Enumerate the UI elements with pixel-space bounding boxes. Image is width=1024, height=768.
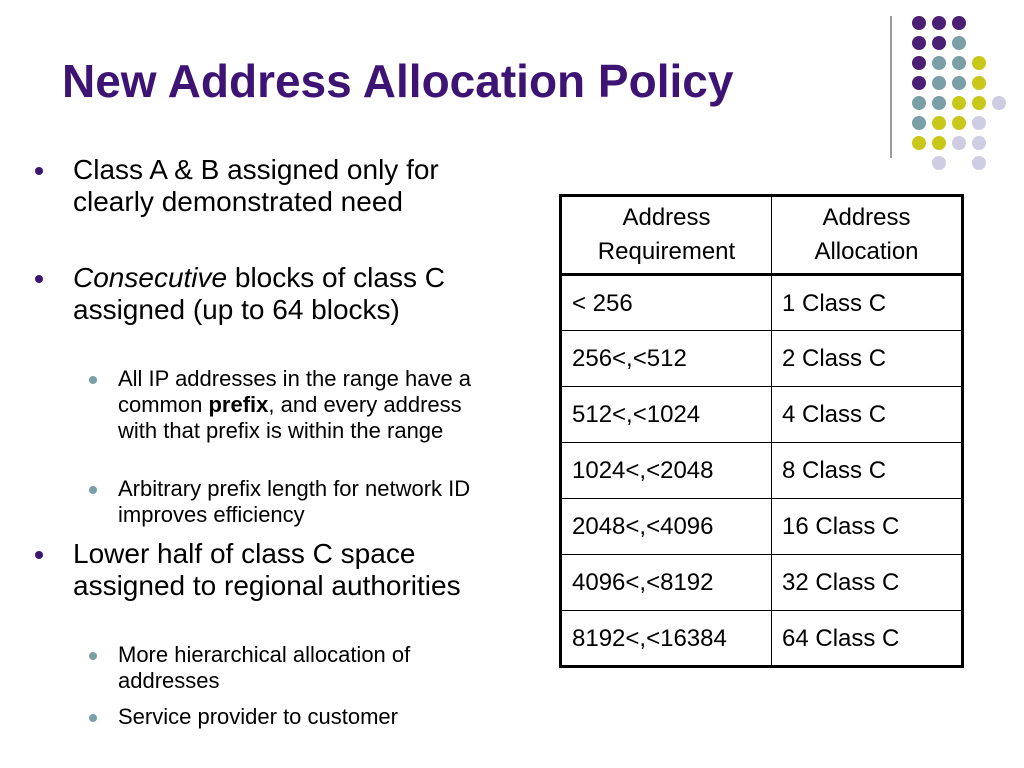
decor-dot (932, 36, 946, 50)
requirement-cell: < 256 (561, 275, 772, 331)
bullet-dot-icon (35, 551, 43, 559)
decor-dot (912, 136, 926, 150)
slide-title: New Address Allocation Policy (62, 55, 734, 107)
decor-dot (932, 16, 946, 30)
decor-dot (912, 56, 926, 70)
requirement-cell: 256<,<512 (561, 331, 772, 387)
table-row (561, 499, 963, 555)
decor-dot (972, 56, 986, 70)
decor-dot (952, 76, 966, 90)
sub-bullet-bold-text: prefix (208, 392, 269, 417)
sub-bullet-common-prefix (118, 366, 490, 444)
allocation-cell: 4 Class C (772, 387, 963, 443)
sub-bullet-arbitrary-prefix (118, 476, 490, 528)
table-row (561, 555, 963, 611)
bullet-dot-icon (35, 167, 43, 175)
decor-dot (972, 76, 986, 90)
decor-dot (952, 56, 966, 70)
header-address-allocation: Address Allocation (772, 196, 963, 275)
bullet-consecutive-blocks (73, 262, 513, 326)
sub-bullet-text: More hierarchical allocation of addresses (118, 642, 411, 693)
allocation-cell: 32 Class C (772, 555, 963, 611)
bullet-class-ab (73, 154, 513, 218)
table-row (561, 331, 963, 387)
requirement-cell: 1024<,<2048 (561, 443, 772, 499)
table-row (561, 275, 963, 331)
bullet-text: blocks of class C assigned (up to 64 blocks) (73, 262, 445, 325)
requirement-cell: 512<,<1024 (561, 387, 772, 443)
sub-bullet-text: Service provider to customer (118, 704, 398, 729)
decor-dot (932, 116, 946, 130)
decor-dot (912, 96, 926, 110)
allocation-cell: 2 Class C (772, 331, 963, 387)
decor-dot (912, 36, 926, 50)
requirement-cell: 4096<,<8192 (561, 555, 772, 611)
sub-bullet-dot-icon (89, 714, 97, 722)
sub-bullet-dot-icon (89, 486, 97, 494)
decor-dot (972, 96, 986, 110)
bullet-dot-icon (35, 275, 43, 283)
decor-dot (992, 96, 1006, 110)
table-row (561, 387, 963, 443)
bullet-italic-text: Consecutive (73, 262, 228, 293)
decor-dot (952, 96, 966, 110)
sub-bullet-hierarchical (118, 642, 490, 694)
header-address-requirement: Address Requirement (561, 196, 772, 275)
decor-dot (952, 136, 966, 150)
sub-bullet-dot-icon (89, 376, 97, 384)
sub-bullet-service-provider (118, 704, 490, 730)
requirement-cell: 8192<,<16384 (561, 611, 772, 667)
decor-dot (952, 36, 966, 50)
table-row (561, 443, 963, 499)
decor-dot (912, 116, 926, 130)
title-divider-line (890, 16, 892, 158)
table-header-row (561, 196, 963, 275)
decor-dot (912, 76, 926, 90)
sub-bullet-text: All IP addresses in the range have a common (118, 366, 472, 417)
decor-dot (912, 16, 926, 30)
allocation-cell: 8 Class C (772, 443, 963, 499)
decor-dot (952, 16, 966, 30)
sub-bullet-text: Arbitrary prefix length for network ID improves efficiency (118, 476, 471, 527)
requirement-cell: 2048<,<4096 (561, 499, 772, 555)
decor-dot (932, 136, 946, 150)
bullet-text: Class A & B assigned only for clearly demonstrated need (73, 154, 439, 217)
allocation-cell: 16 Class C (772, 499, 963, 555)
decor-dot (932, 76, 946, 90)
decor-dot (972, 136, 986, 150)
table-row (561, 611, 963, 667)
decor-dot (932, 96, 946, 110)
allocation-cell: 64 Class C (772, 611, 963, 667)
allocation-cell: 1 Class C (772, 275, 963, 331)
decor-dot (932, 56, 946, 70)
bullet-text: Lower half of class C space assigned to regional authorities (73, 538, 461, 601)
bullet-lower-half-class-c (73, 538, 513, 602)
sub-bullet-text: , and every address with that prefix is within the range (118, 392, 462, 443)
decor-dot (972, 156, 986, 170)
decor-dot (952, 116, 966, 130)
decor-dot (932, 156, 946, 170)
decor-dot (972, 116, 986, 130)
sub-bullet-dot-icon (89, 652, 97, 660)
allocation-table (559, 194, 964, 668)
